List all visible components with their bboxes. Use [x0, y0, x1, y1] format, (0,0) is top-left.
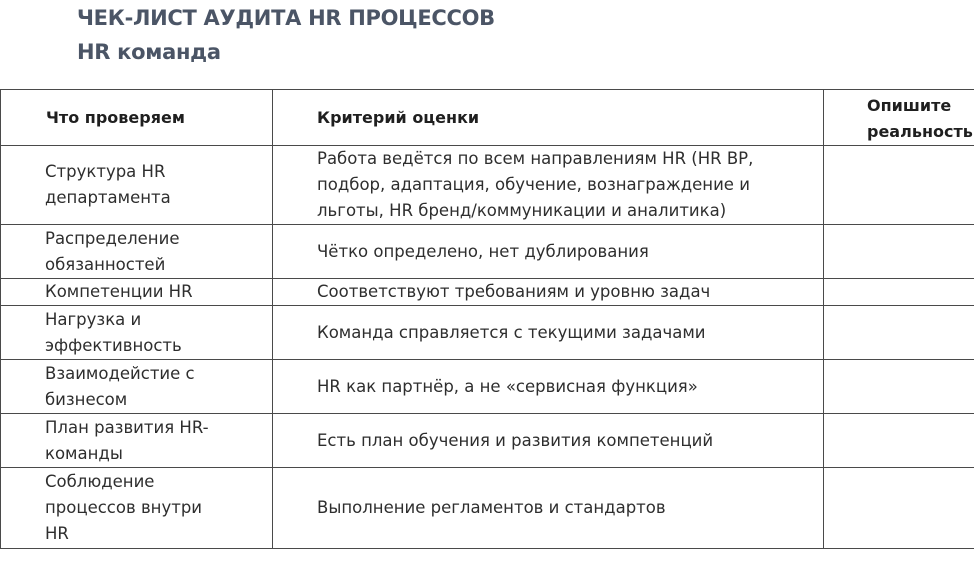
criterion-text: HR как партнёр, а не «сервисная функция» [317, 376, 698, 396]
header-label: Опишите реальность [867, 96, 973, 141]
check-text: Нагрузка и эффективность [45, 309, 182, 355]
check-cell [1, 468, 273, 549]
header-label: Что проверяем [46, 107, 185, 127]
table-header-row [1, 90, 974, 146]
document-subtitle: HR команда [77, 40, 221, 64]
reality-cell[interactable] [824, 306, 974, 360]
criterion-cell [273, 279, 824, 306]
reality-cell[interactable] [824, 146, 974, 225]
reality-cell[interactable] [824, 414, 974, 468]
criterion-cell [273, 146, 824, 225]
criterion-cell [273, 414, 824, 468]
criterion-cell [273, 306, 824, 360]
check-cell [1, 414, 273, 468]
criterion-text: Команда справляется с текущими задачами [317, 322, 706, 342]
reality-cell[interactable] [824, 279, 974, 306]
criterion-cell [273, 360, 824, 414]
check-cell [1, 279, 273, 306]
criterion-text: Работа ведётся по всем направлениям HR (HR BP, подбор, адаптация, обучение, вознаграждение и льготы, HR бренд/коммуникации и аналитика) [317, 149, 754, 220]
criterion-text: Чётко определено, нет дублирования [317, 241, 649, 261]
header-what-we-check [1, 90, 273, 146]
check-text: Соблюдение процессов внутри HR [45, 472, 203, 543]
document-title: ЧЕК-ЛИСТ АУДИТА HR ПРОЦЕССОВ [77, 6, 495, 30]
criterion-cell [273, 225, 824, 279]
table-row [1, 306, 974, 360]
check-cell [1, 306, 273, 360]
reality-cell[interactable] [824, 468, 974, 549]
header-criterion [273, 90, 824, 146]
table-row [1, 414, 974, 468]
reality-cell[interactable] [824, 360, 974, 414]
criterion-text: Выполнение регламентов и стандартов [317, 498, 666, 517]
table-row [1, 146, 974, 225]
check-text: План развития HR-команды [45, 417, 209, 463]
reality-cell[interactable] [824, 225, 974, 279]
table-row [1, 279, 974, 306]
check-text: Структура HR департамента [45, 162, 171, 207]
check-text: Взаимодейстие с бизнесом [45, 363, 195, 409]
header-describe-reality [824, 90, 974, 146]
check-cell [1, 146, 273, 225]
header-label: Критерий оценки [317, 107, 480, 127]
criterion-text: Соответствуют требованиям и уровню задач [317, 282, 711, 301]
table-row [1, 225, 974, 279]
check-text: Распределение обязанностей [45, 228, 180, 274]
check-text: Компетенции HR [45, 282, 193, 301]
criterion-text: Есть план обучения и развития компетенций [317, 430, 714, 450]
table-row [1, 468, 974, 549]
table-row [1, 360, 974, 414]
criterion-cell [273, 468, 824, 549]
check-cell [1, 225, 273, 279]
audit-checklist-table [0, 89, 974, 549]
check-cell [1, 360, 273, 414]
